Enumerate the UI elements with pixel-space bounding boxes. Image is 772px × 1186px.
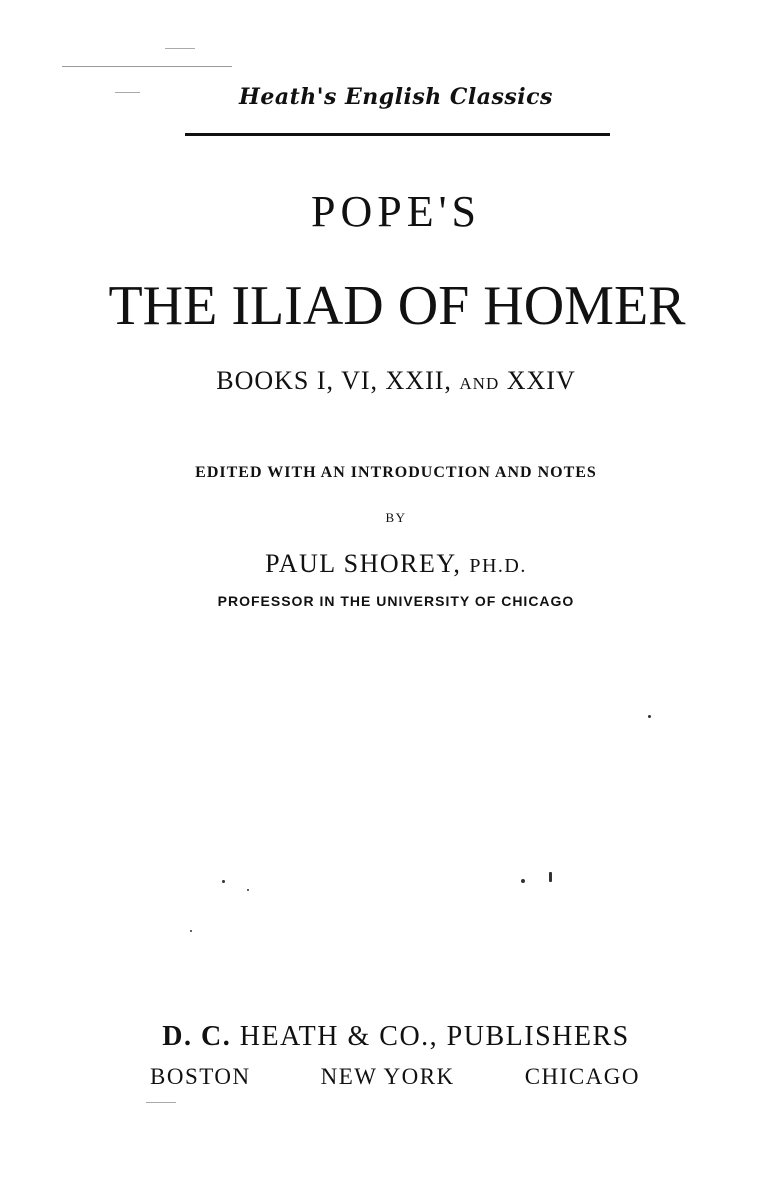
- publisher-line: [0, 1021, 772, 1053]
- editor-degree: PH.D.: [469, 555, 527, 577]
- city-chicago: CHICAGO: [524, 1064, 640, 1089]
- editor-name-text: PAUL SHOREY,: [265, 549, 462, 578]
- books-part1: BOOKS I, VI, XXII,: [216, 366, 452, 395]
- books-part2: XXIV: [506, 366, 576, 395]
- publisher-cities: [150, 1064, 640, 1090]
- book-title: THE ILIAD OF HOMER: [108, 275, 686, 337]
- scan-speck: [521, 879, 525, 883]
- books-line: [0, 366, 772, 396]
- scan-mark: [146, 1102, 176, 1103]
- publisher-name: HEATH & CO., PUBLISHERS: [239, 1021, 630, 1052]
- scan-speck: [648, 715, 651, 718]
- city-boston: BOSTON: [150, 1064, 251, 1089]
- scan-speck: [549, 872, 552, 882]
- scan-mark: [62, 66, 232, 67]
- scan-speck: [190, 930, 192, 932]
- author-line: POPE'S: [311, 187, 481, 236]
- series-title: Heath's English Classics: [239, 84, 553, 110]
- editor-name: [0, 549, 772, 579]
- series-rule: [185, 133, 610, 136]
- scan-speck: [222, 880, 225, 883]
- city-new-york: NEW YORK: [320, 1064, 455, 1089]
- books-and: AND: [459, 374, 500, 393]
- publisher-initials: D. C.: [162, 1021, 232, 1052]
- by-line: BY: [385, 510, 407, 525]
- scan-speck: [247, 889, 249, 891]
- edited-line: EDITED WITH AN INTRODUCTION AND NOTES: [195, 464, 597, 481]
- scan-mark: [165, 48, 195, 49]
- editor-title: PROFESSOR IN THE UNIVERSITY OF CHICAGO: [217, 593, 575, 609]
